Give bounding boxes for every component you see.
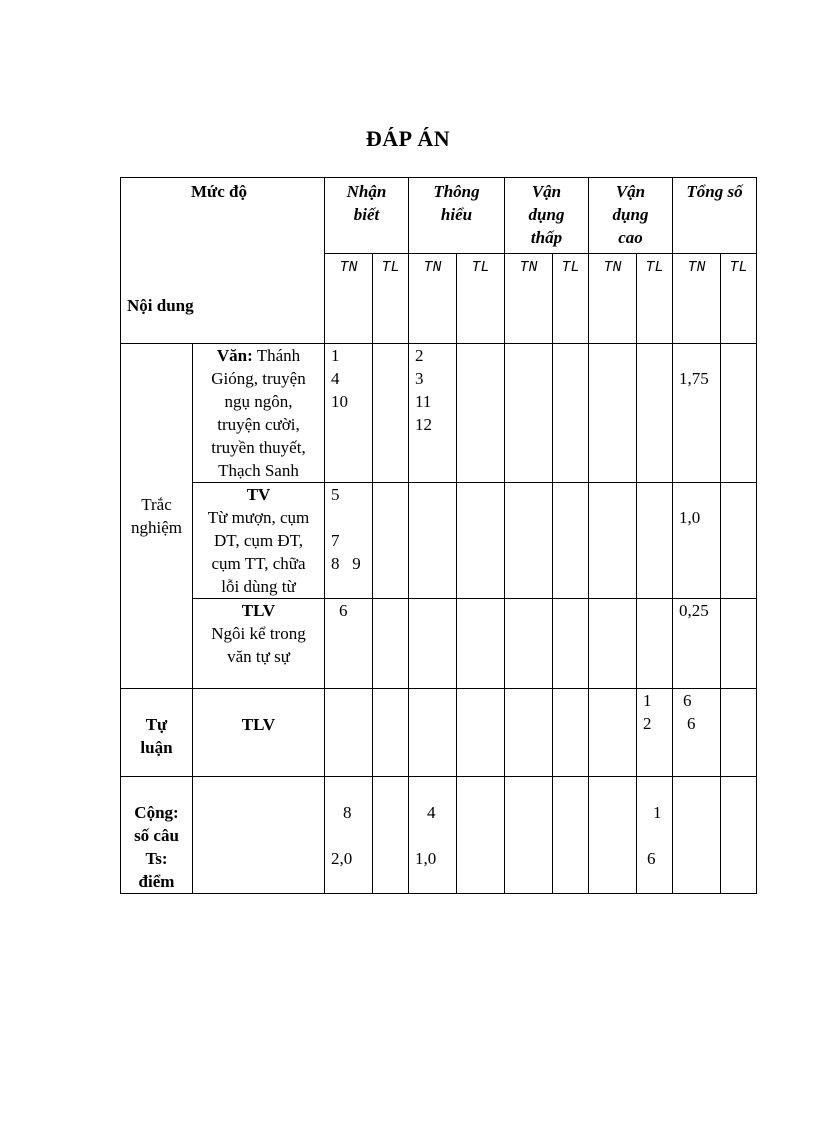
tong-so-header: Tổng số (673, 178, 757, 254)
tl-vdt-tl-cell (553, 689, 589, 777)
cong-vdc-tn-cell (589, 777, 637, 894)
tu-luan-content-cell: TLV (193, 689, 325, 777)
cong-tong-tl-cell (721, 777, 757, 894)
tu-luan-label: Tự luận (121, 689, 193, 777)
tl-nb-tn-cell (325, 689, 373, 777)
tlv-nb-tl-cell (373, 599, 409, 689)
tl-vdc-tl-cell: 1 2 (637, 689, 673, 777)
tlv-th-tl-cell (457, 599, 505, 689)
vdc-tn-subheader: TN (589, 254, 637, 344)
tv-vdc-tl-cell (637, 483, 673, 599)
van-vdc-tl-cell (637, 344, 673, 483)
tlv-vdc-tl-cell (637, 599, 673, 689)
cong-content-cell (193, 777, 325, 894)
tlv-th-tn-cell (409, 599, 457, 689)
tl-th-tl-cell (457, 689, 505, 777)
vdc-tl-subheader: TL (637, 254, 673, 344)
vdt-tl-subheader: TL (553, 254, 589, 344)
tong-tl-subheader: TL (721, 254, 757, 344)
tl-tong-tn-cell: 6 6 (673, 689, 721, 777)
nb-tl-subheader: TL (373, 254, 409, 344)
trac-nghiem-label: Trắc nghiệm (121, 344, 193, 689)
van-th-tl-cell (457, 344, 505, 483)
van-vdt-tl-cell (553, 344, 589, 483)
van-content-cell: Văn: Thánh Gióng, truyện ngụ ngôn, truyện cười, truyền thuyết, Thạch Sanh (193, 344, 325, 483)
tv-vdt-tn-cell (505, 483, 553, 599)
tl-vdt-tn-cell (505, 689, 553, 777)
tl-tong-tl-cell (721, 689, 757, 777)
page-title: ĐÁP ÁN (365, 126, 451, 151)
nb-tn-subheader: TN (325, 254, 373, 344)
van-th-tn-cell: 2 3 11 12 (409, 344, 457, 483)
van-nb-tn-cell: 1 4 10 (325, 344, 373, 483)
tlv-vdc-tn-cell (589, 599, 637, 689)
noi-dung-label: Nội dung (127, 296, 194, 315)
cong-nb-tn-cell: 8 2,0 (325, 777, 373, 894)
tlv-content-cell: TLV Ngôi kể trong văn tự sự (193, 599, 325, 689)
tlv-tong-tl-cell (721, 599, 757, 689)
th-tl-subheader: TL (457, 254, 505, 344)
tv-nb-tn-cell: 5 7 8 9 (325, 483, 373, 599)
tv-th-tn-cell (409, 483, 457, 599)
nhan-biet-header: Nhận biết (325, 178, 409, 254)
tlv-nb-tn-cell: 6 (325, 599, 373, 689)
thong-hieu-header: Thông hiểu (409, 178, 505, 254)
tv-th-tl-cell (457, 483, 505, 599)
cong-th-tl-cell (457, 777, 505, 894)
tl-nb-tl-cell (373, 689, 409, 777)
vdt-tn-subheader: TN (505, 254, 553, 344)
th-tn-subheader: TN (409, 254, 457, 344)
cong-tong-tn-cell (673, 777, 721, 894)
cong-vdc-tl-cell: 1 6 (637, 777, 673, 894)
tong-tn-subheader: TN (673, 254, 721, 344)
van-tong-tn-cell: 1,75 (673, 344, 721, 483)
van-vdt-tn-cell (505, 344, 553, 483)
answer-matrix-table (120, 177, 757, 894)
cong-vdt-tl-cell (553, 777, 589, 894)
van-vdc-tn-cell (589, 344, 637, 483)
tlv-vdt-tn-cell (505, 599, 553, 689)
tlv-vdt-tl-cell (553, 599, 589, 689)
van-dung-thap-header: Vận dụng thấp (505, 178, 589, 254)
muc-do-noi-dung-header (121, 178, 325, 344)
tlv-tong-tn-cell: 0,25 (673, 599, 721, 689)
tv-tong-tn-cell: 1,0 (673, 483, 721, 599)
muc-do-label: Mức độ (191, 182, 247, 201)
tl-vdc-tn-cell (589, 689, 637, 777)
cong-label: Cộng: số câu Ts: điểm (121, 777, 193, 894)
tl-th-tn-cell (409, 689, 457, 777)
cong-th-tn-cell: 4 1,0 (409, 777, 457, 894)
van-dung-cao-header: Vận dụng cao (589, 178, 673, 254)
tv-vdc-tn-cell (589, 483, 637, 599)
tv-content-cell: TV Từ mượn, cụm DT, cụm ĐT, cụm TT, chữa lỗi dùng từ (193, 483, 325, 599)
van-nb-tl-cell (373, 344, 409, 483)
van-tong-tl-cell (721, 344, 757, 483)
cong-vdt-tn-cell (505, 777, 553, 894)
tv-vdt-tl-cell (553, 483, 589, 599)
cong-nb-tl-cell (373, 777, 409, 894)
tv-tong-tl-cell (721, 483, 757, 599)
tv-nb-tl-cell (373, 483, 409, 599)
